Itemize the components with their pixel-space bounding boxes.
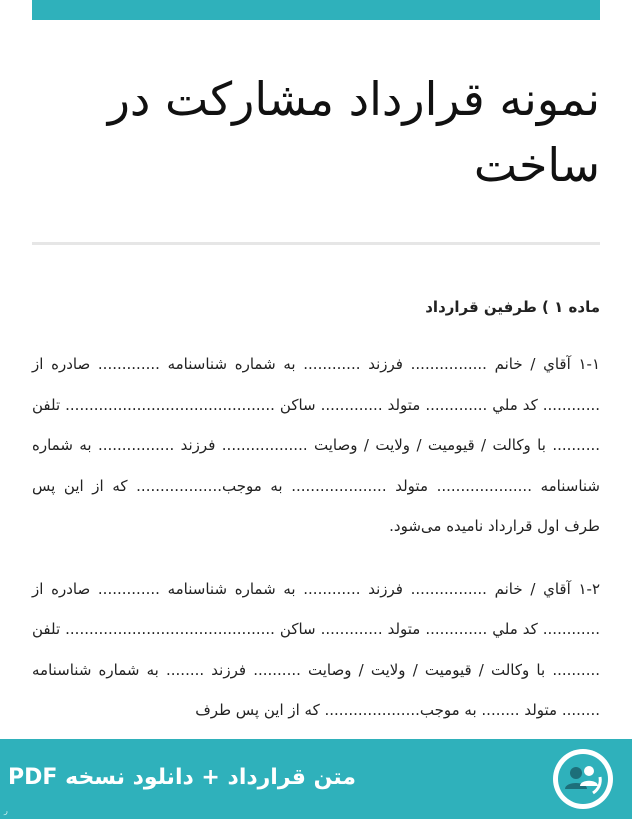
clause-1-2: ۱-۲ آقاي / خانم ................ فرزند ............ به شماره شناسنامه ............. صادره از ............ کد ملي ............. متولد ............. ساکن ............................................ تلفن .......... با وکالت / قیومیت / ولایت / وصایت .......... فرزند ........ به شماره شناسنامه ........ متولد ........ به موجب.................... که از این پس طرف <box>32 579 600 719</box>
corner-mark: ر <box>4 806 8 815</box>
clause-1-1: ۱-۱ آقاي / خانم ................ فرزند ............ به شماره شناسنامه ............. صادره از ............ کد ملي ............. متولد ............. ساکن ............................................ تلفن .......... با وکالت / قیومیت / ولایت / وصایت .................. فرزند ................ به شماره شناسنامه .................... متولد .................... به موجب.................. که از این پس طرف اول قرارداد نامیده می‌شود. <box>32 355 600 535</box>
contract-body <box>32 292 600 731</box>
top-accent-bar <box>32 0 600 20</box>
page-title: نمونه قرارداد مشارکت در ساخت <box>107 72 600 192</box>
users-icon <box>553 749 613 809</box>
download-banner[interactable] <box>0 739 632 819</box>
section-heading: ماده ۱ ) طرفین قرارداد <box>425 298 600 316</box>
title-divider <box>32 242 600 245</box>
download-pdf-label[interactable]: متن قرارداد + دانلود نسخه PDF <box>8 765 356 790</box>
